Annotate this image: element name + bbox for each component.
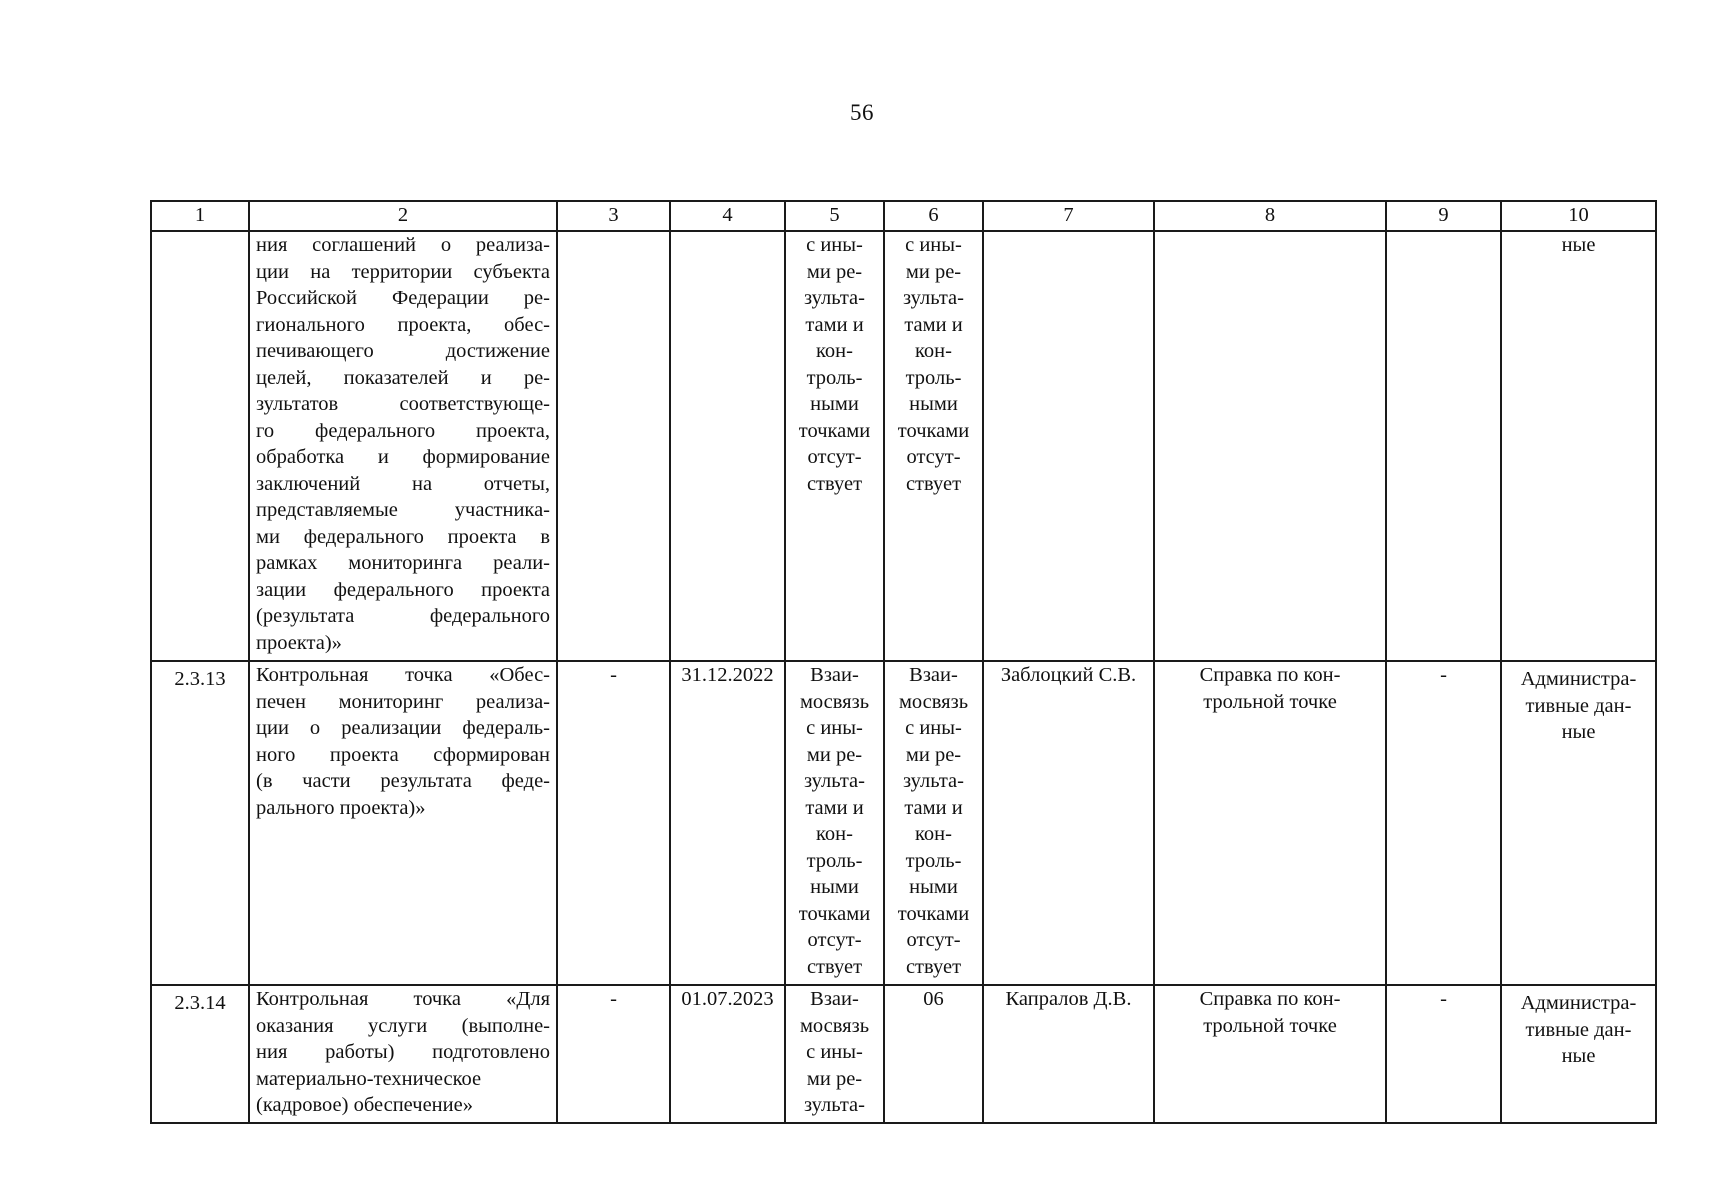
text-line: заключений на отчеты,: [256, 472, 550, 495]
text-line: мосвязь: [799, 1014, 870, 1037]
text-line: зульта-: [804, 287, 865, 309]
text-line: Взаи-: [909, 664, 958, 686]
text-line: кон-: [816, 340, 853, 362]
responsible-cell: Заблоцкий С.В.: [983, 661, 1154, 985]
text-line: ствует: [905, 955, 962, 978]
empty-cell: [557, 231, 670, 661]
text-line: с ины-: [806, 1041, 863, 1063]
text-line: ными: [810, 876, 859, 898]
text-line: оказания услуги (выполне-: [256, 1014, 550, 1037]
dash-cell: -: [1386, 985, 1501, 1123]
header-cell: 2: [249, 201, 557, 231]
text-line: точками: [798, 419, 871, 442]
text-line: представляемые участника-: [256, 499, 550, 521]
document-cell: [1154, 985, 1386, 1123]
relation-cell: [884, 661, 983, 985]
document-cell: [1154, 661, 1386, 985]
text-line: трольной точке: [1203, 690, 1337, 713]
header-cell: 7: [983, 201, 1154, 231]
text-line: с ины-: [806, 717, 863, 739]
text-line: ния работы) подготовлено: [256, 1041, 550, 1063]
text-line: зультатов соответствующе-: [256, 393, 550, 415]
header-cell: 5: [785, 201, 884, 231]
text-line: отсут-: [906, 929, 961, 951]
header-cell: 6: [884, 201, 983, 231]
row-number-cell: [151, 231, 249, 661]
text-line: ными: [810, 393, 859, 415]
text-line: (в части результата феде-: [256, 770, 550, 792]
text-line: отсут-: [807, 929, 862, 951]
text-line: Справка по кон-: [1199, 664, 1341, 686]
source-cell: [1501, 231, 1656, 661]
dash-cell: -: [557, 661, 670, 985]
text-line: зации федерального проекта: [256, 578, 550, 601]
date-cell: 31.12.2022: [670, 661, 785, 985]
text-line: (результата федерального: [256, 605, 550, 627]
text-line: проекта)»: [256, 631, 342, 654]
header-cell: 9: [1386, 201, 1501, 231]
level-cell: 06: [884, 985, 983, 1123]
text-line: тами и: [904, 796, 963, 819]
text-line: отсут-: [807, 446, 862, 468]
empty-cell: [1154, 231, 1386, 661]
row-number-cell: 2.3.13: [151, 661, 249, 985]
header-cell: 8: [1154, 201, 1386, 231]
table-row: [151, 985, 1656, 1123]
description-cell: [249, 231, 557, 661]
text-line: Взаи-: [810, 664, 859, 686]
text-line: ствует: [806, 472, 863, 495]
table-row: [151, 661, 1656, 985]
text-line: троль-: [905, 366, 962, 389]
text-line: ные: [1561, 234, 1596, 256]
text-line: тами и: [805, 796, 864, 819]
text-line: обработка и формирование: [256, 446, 550, 468]
header-cell: 1: [151, 201, 249, 231]
text-line: ми ре-: [905, 260, 962, 283]
text-line: ные: [1561, 1045, 1596, 1067]
text-line: материально-техническое: [256, 1067, 482, 1090]
text-line: тивные дан-: [1525, 1018, 1632, 1041]
text-line: ции на территории субъекта: [256, 260, 550, 283]
text-line: кон-: [816, 823, 853, 845]
relation-cell: [785, 985, 884, 1123]
text-line: зульта-: [804, 1094, 865, 1116]
text-line: кон-: [915, 340, 952, 362]
text-line: ми ре-: [806, 260, 863, 283]
text-line: Администра-: [1520, 668, 1637, 690]
text-line: печивающего достижение: [256, 340, 550, 362]
table-row-continued: [151, 231, 1656, 661]
text-line: тами и: [805, 313, 864, 336]
text-line: ми федерального проекта в: [256, 525, 550, 548]
text-line: Справка по кон-: [1199, 988, 1341, 1010]
text-line: гионального проекта, обес-: [256, 313, 550, 336]
text-line: тами и: [904, 313, 963, 336]
text-line: с ины-: [905, 234, 962, 256]
text-line: точками: [897, 419, 970, 442]
text-line: рамках мониторинга реали-: [256, 552, 550, 574]
text-line: точками: [897, 902, 970, 925]
header-cell: 3: [557, 201, 670, 231]
text-line: мосвязь: [898, 690, 969, 713]
relation-cell: [884, 231, 983, 661]
text-line: Российской Федерации ре-: [256, 287, 550, 309]
text-line: ми ре-: [806, 743, 863, 766]
table-header-row: [151, 201, 1656, 231]
text-line: троль-: [905, 849, 962, 872]
text-line: Контрольная точка «Для: [256, 988, 550, 1010]
text-line: тивные дан-: [1525, 694, 1632, 717]
empty-cell: [983, 231, 1154, 661]
text-line: Администра-: [1520, 992, 1637, 1014]
text-line: с ины-: [806, 234, 863, 256]
text-line: ными: [909, 876, 958, 898]
text-line: кон-: [915, 823, 952, 845]
text-line: троль-: [806, 366, 863, 389]
responsible-cell: Капралов Д.В.: [983, 985, 1154, 1123]
text-line: зульта-: [903, 287, 964, 309]
text-line: Взаи-: [810, 988, 859, 1010]
text-line: печен мониторинг реализа-: [256, 690, 550, 713]
control-points-table: [150, 200, 1657, 1124]
header-cell: 10: [1501, 201, 1656, 231]
date-cell: 01.07.2023: [670, 985, 785, 1123]
description-cell: [249, 985, 557, 1123]
text-line: целей, показателей и ре-: [256, 366, 550, 389]
text-line: ного проекта сформирован: [256, 743, 550, 766]
text-line: зульта-: [804, 770, 865, 792]
text-line: ными: [909, 393, 958, 415]
text-line: ствует: [905, 472, 962, 495]
text-line: ми ре-: [905, 743, 962, 766]
text-line: ции о реализации федераль-: [256, 717, 550, 739]
relation-cell: [785, 231, 884, 661]
text-line: трольной точке: [1203, 1014, 1337, 1037]
text-line: го федерального проекта,: [256, 419, 550, 442]
text-line: с ины-: [905, 717, 962, 739]
dash-cell: -: [557, 985, 670, 1123]
text-line: точками: [798, 902, 871, 925]
text-line: (кадровое) обеспечение»: [256, 1094, 473, 1116]
row-number-cell: 2.3.14: [151, 985, 249, 1123]
text-line: ствует: [806, 955, 863, 978]
text-line: Контрольная точка «Обес-: [256, 664, 550, 686]
relation-cell: [785, 661, 884, 985]
empty-cell: [1386, 231, 1501, 661]
text-line: отсут-: [906, 446, 961, 468]
empty-cell: [670, 231, 785, 661]
source-cell: [1501, 985, 1656, 1123]
page-number: 56: [850, 100, 874, 125]
text-line: ные: [1561, 721, 1596, 743]
text-line: мосвязь: [799, 690, 870, 713]
text-line: рального проекта)»: [256, 796, 426, 819]
description-cell: [249, 661, 557, 985]
header-cell: 4: [670, 201, 785, 231]
text-line: ния соглашений о реализа-: [256, 234, 550, 256]
source-cell: [1501, 661, 1656, 985]
text-line: ми ре-: [806, 1067, 863, 1090]
text-line: зульта-: [903, 770, 964, 792]
text-line: троль-: [806, 849, 863, 872]
dash-cell: -: [1386, 661, 1501, 985]
